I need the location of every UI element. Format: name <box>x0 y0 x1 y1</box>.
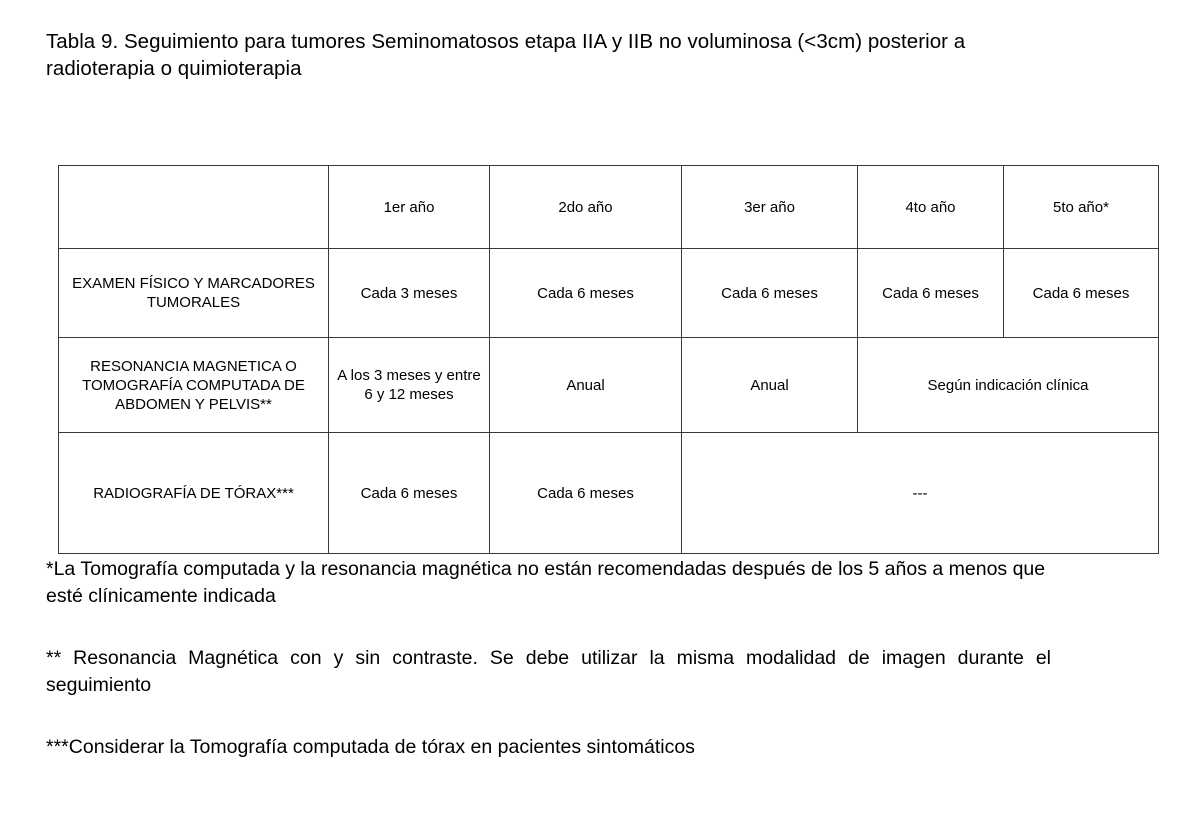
cell-examen-year1: Cada 3 meses <box>329 249 490 338</box>
cell-resonancia-year4-5: Según indicación clínica <box>858 338 1159 433</box>
footnote-double-asterisk: ** Resonancia Magnética con y sin contraste. Se debe utilizar la misma modalidad de imagen durante el seguimiento <box>46 647 1051 696</box>
header-year-1: 1er año <box>329 166 490 249</box>
header-year-4: 4to año <box>858 166 1004 249</box>
cell-examen-year4: Cada 6 meses <box>858 249 1004 338</box>
page-title: Tabla 9. Seguimiento para tumores Seminomatosos etapa IIA y IIB no voluminosa (<3cm) posterior a radioterapia o quimioterapia <box>46 30 966 80</box>
table-row <box>59 338 1159 433</box>
row-label-radiografia-torax: RADIOGRAFÍA DE TÓRAX*** <box>59 433 329 554</box>
table-row <box>59 433 1159 554</box>
row-label-examen-fisico: EXAMEN FÍSICO Y MARCADORES TUMORALES <box>59 249 329 338</box>
followup-schedule-table <box>58 165 1159 554</box>
table-header-row <box>59 166 1159 249</box>
header-year-2: 2do año <box>490 166 682 249</box>
footnote-triple-asterisk: ***Considerar la Tomografía computada de tórax en pacientes sintomáticos <box>46 736 695 758</box>
cell-radiografia-year1: Cada 6 meses <box>329 433 490 554</box>
cell-radiografia-year3-5: --- <box>682 433 1159 554</box>
footnote-single-asterisk: *La Tomografía computada y la resonancia magnética no están recomendadas después de los 5 años a menos que esté clínicamente indicada <box>46 558 1046 607</box>
cell-examen-year5: Cada 6 meses <box>1004 249 1159 338</box>
cell-resonancia-year1: A los 3 meses y entre 6 y 12 meses <box>329 338 490 433</box>
table-row <box>59 249 1159 338</box>
header-corner-cell <box>59 166 329 249</box>
cell-resonancia-year2: Anual <box>490 338 682 433</box>
cell-examen-year3: Cada 6 meses <box>682 249 858 338</box>
header-year-5: 5to año* <box>1004 166 1159 249</box>
cell-examen-year2: Cada 6 meses <box>490 249 682 338</box>
cell-resonancia-year3: Anual <box>682 338 858 433</box>
header-year-3: 3er año <box>682 166 858 249</box>
row-label-resonancia-tomografia: RESONANCIA MAGNETICA O TOMOGRAFÍA COMPUTADA DE ABDOMEN Y PELVIS** <box>59 338 329 433</box>
cell-radiografia-year2: Cada 6 meses <box>490 433 682 554</box>
